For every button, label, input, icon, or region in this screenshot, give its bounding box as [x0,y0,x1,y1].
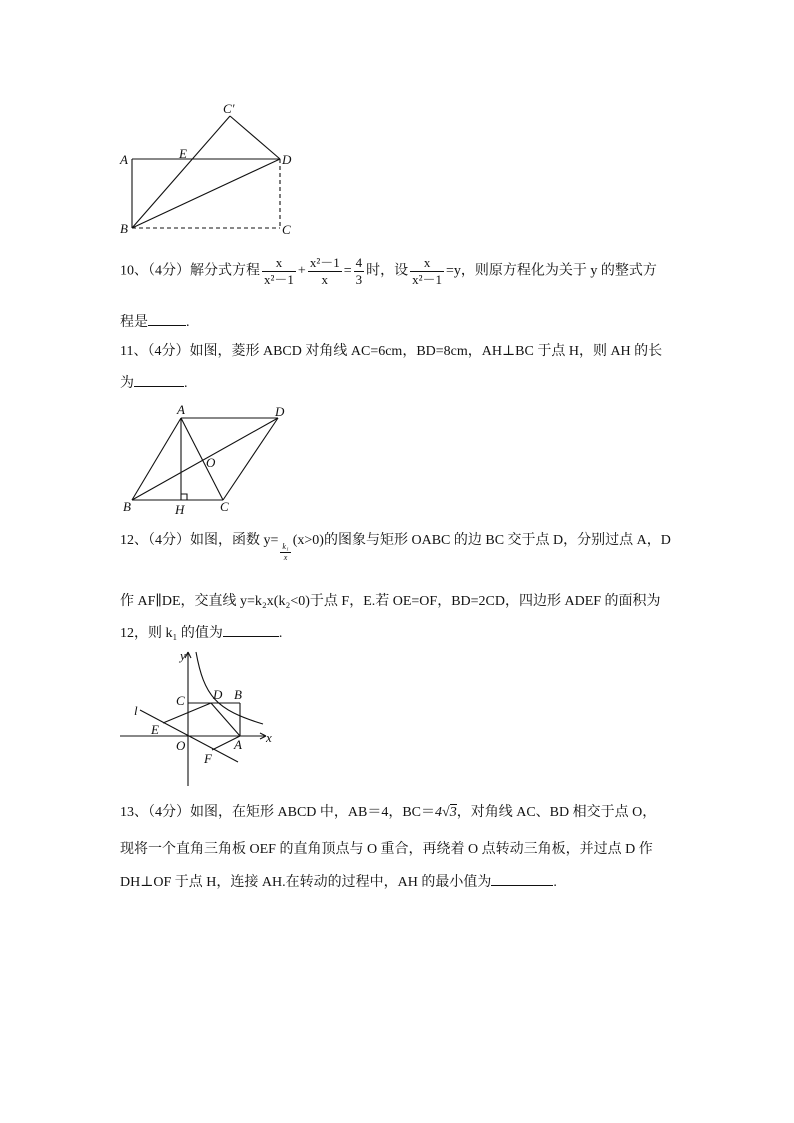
label-l: l [134,703,138,718]
question-13: 13、（4分）如图，在矩形 ABCD 中，AB＝4，BC＝4√3，对角线 AC、BD 相交于点 O， [120,805,657,820]
question-13-line-3: DH⊥OF 于点 H，连接 AH.在转动的过程中，AH 的最小值为 . [120,871,557,894]
label-b: B [123,499,131,514]
question-12-line-3: 12，则 k₁ 的值为 . [120,622,282,645]
q10-prefix: 10、（4分）解分式方程 [120,263,260,279]
label-e: E [151,722,159,737]
figure-q12 [118,648,278,793]
label-o: O [206,455,216,470]
q10-fraction-3: $\frac{4}{3}$ [355,255,363,287]
label-d: D [282,152,292,167]
label-a: A [120,152,128,167]
label-a: A [177,402,185,417]
label-c: C [220,499,229,514]
label-f: F [204,751,212,766]
label-c: C [176,693,185,708]
label-x: x [266,730,272,745]
label-o: O [176,738,186,753]
figure-q9 [115,100,305,240]
q10-fraction-1: $\frac{x}{\text{x²－1}}$ [264,255,294,287]
answer-blank-10[interactable] [148,311,186,326]
label-d: D [213,687,223,702]
sqrt-sign-icon: √ [442,805,450,820]
label-c-prime: C′ [223,101,235,116]
label-d: D [275,404,285,419]
label-a: A [234,737,242,752]
q10-fraction-2: $\frac{\text{x²－1}}{x}$ [309,255,340,287]
answer-blank-11[interactable] [134,372,184,387]
q10-fraction-4: $\frac{x}{\text{x²－1}}$ [412,255,443,287]
label-y: y [180,648,186,663]
label-b: B [120,221,128,236]
question-10: 10、（4分）解分式方程 $\frac{x}{\text{x²－1}}$ + $\frac{\text{x²－1}}{x}$ = $\frac{4}{3}$ 时，设 $\frac{x}{\text{x²－1}}$ =y，则原方程化为关于 y 的整式方 [120,255,657,287]
question-11: 11、（4分）如图，菱形 ABCD 对角线 AC=6cm，BD=8cm，AH⊥BC 于点 H，则 AH 的长 [120,344,663,359]
label-h: H [175,502,185,517]
q12-fraction: $\frac{\text{k₁}}{x}$ [282,542,289,562]
label-e: E [179,146,187,161]
answer-blank-13[interactable] [491,871,553,886]
question-10-line-2: 程是 . [120,311,190,334]
answer-blank-12[interactable] [223,622,279,637]
question-12: 12、（4分）如图，函数 y= $\frac{\text{k₁}}{x}$ (x>0)的图象与矩形 OABC 的边 BC 交于点 D，分别过点 A，D [120,533,671,562]
label-c: C [282,222,291,237]
question-13-line-2: 现将一个直角三角板 OEF 的直角顶点与 O 重合，再绕着 O 点转动三角板，并过点 D 作 [120,842,653,857]
figure-q11 [120,402,295,517]
label-b: B [234,687,242,702]
question-12-line-2: 作 AF∥DE，交直线 y=k₂x(k₂<0)于点 F，E.若 OE=OF，BD=2CD，四边形 ADEF 的面积为 [120,594,661,609]
sqrt-expression: 4√3 [435,805,457,820]
question-11-line-2: 为 . [120,372,188,395]
